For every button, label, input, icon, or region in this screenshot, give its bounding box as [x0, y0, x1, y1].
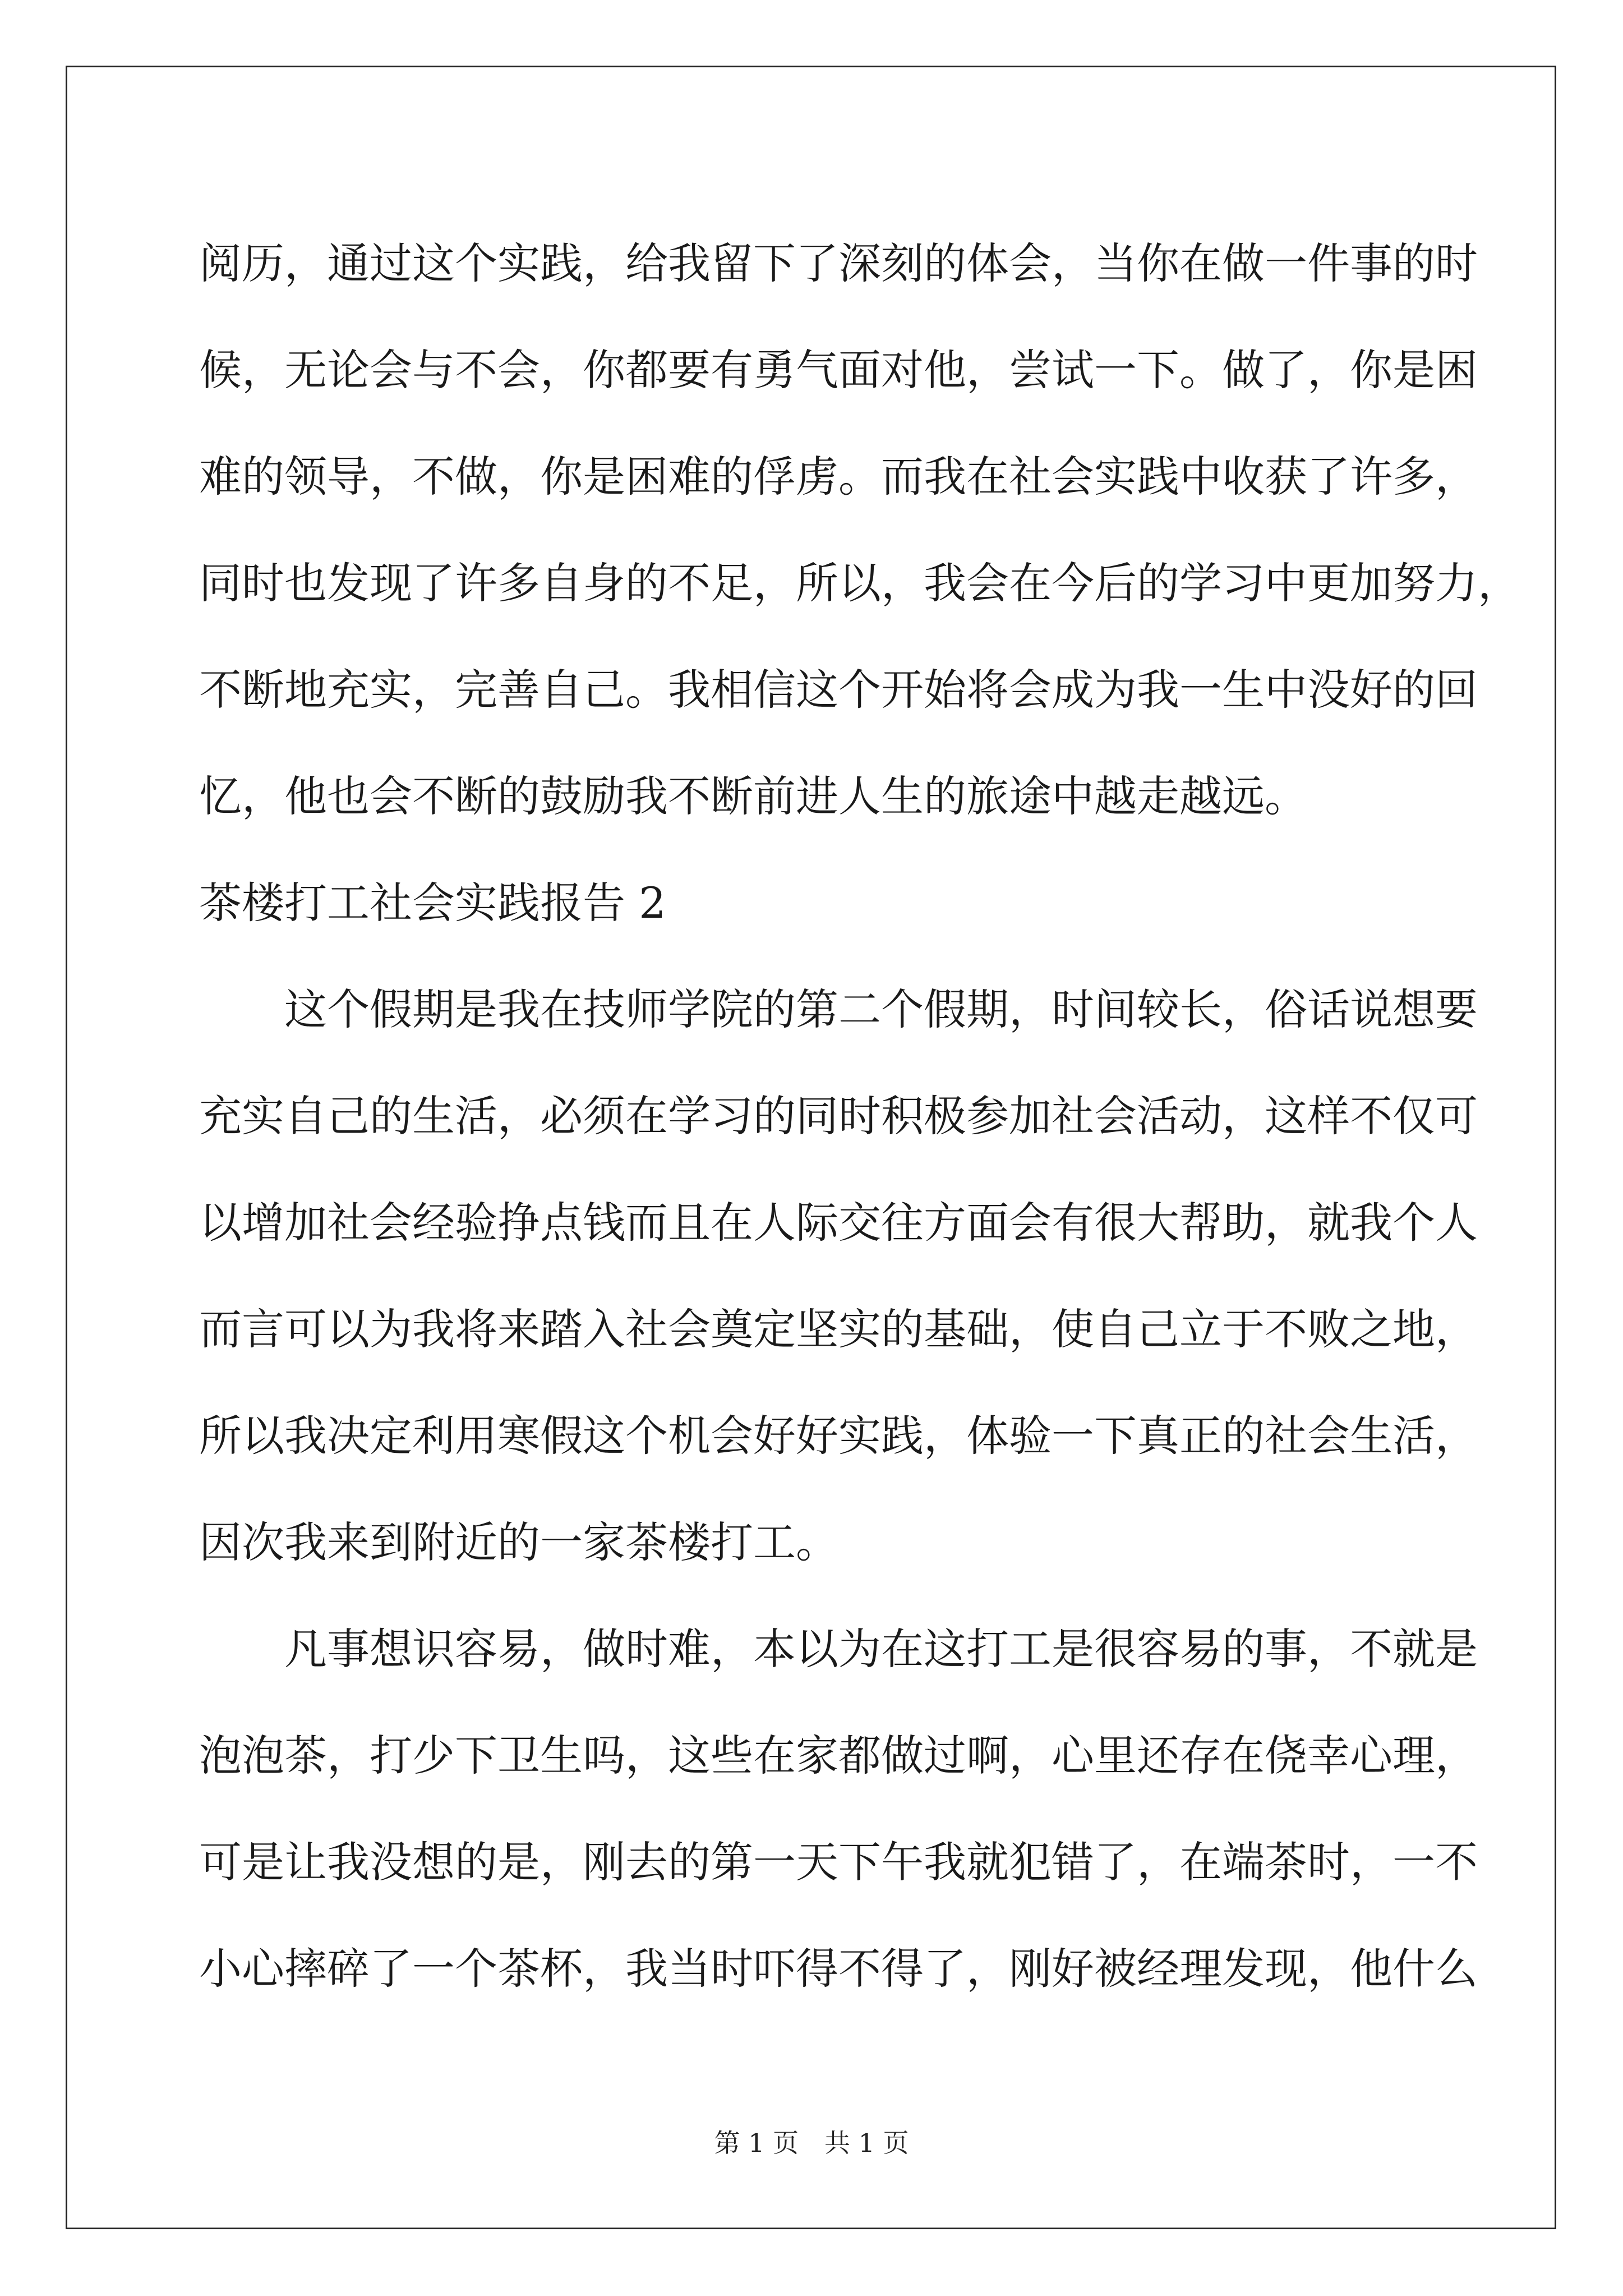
text-line: 可是让我没想的是，刚去的第一天下午我就犯错了，在端茶时，一不 [199, 1837, 1478, 1887]
text-line: 以增加社会经验挣点钱而且在人际交往方面会有很大帮助，就我个人 [199, 1198, 1478, 1248]
text-line: 而言可以为我将来踏入社会奠定坚实的基础，使自己立于不败之地， [199, 1304, 1478, 1354]
text-line: 凡事想识容易，做时难，本以为在这打工是很容易的事，不就是 [199, 1624, 1478, 1674]
text-line: 忆，他也会不断的鼓励我不断前进人生的旅途中越走越远。 [199, 771, 1307, 821]
text-line: 泡泡茶，打少下卫生吗，这些在家都做过啊，心里还存在侥幸心理， [199, 1731, 1478, 1780]
section-title: 茶楼打工社会实践报告 2 [199, 878, 666, 928]
text-line: 阅历，通过这个实践，给我留下了深刻的体会，当你在做一件事的时 [199, 238, 1478, 288]
text-line: 同时也发现了许多自身的不足，所以，我会在今后的学习中更加努力， [199, 558, 1520, 608]
text-line: 因次我来到附近的一家茶楼打工。 [199, 1517, 838, 1567]
text-line: 充实自己的生活，必须在学习的同时积极参加社会活动，这样不仅可 [199, 1091, 1478, 1141]
text-line: 所以我决定利用寒假这个机会好好实践，体验一下真正的社会生活， [199, 1411, 1478, 1461]
text-line: 这个假期是我在技师学院的第二个假期，时间较长，俗话说想要 [199, 984, 1478, 1034]
text-line: 不断地充实，完善自己。我相信这个开始将会成为我一生中没好的回 [199, 665, 1478, 715]
page-footer: 第 1 页 共 1 页 [714, 2128, 909, 2158]
text-line: 候，无论会与不会，你都要有勇气面对他，尝试一下。做了，你是困 [199, 345, 1478, 395]
document-body [199, 210, 1520, 2022]
text-line: 难的领导，不做，你是困难的俘虏。而我在社会实践中收获了许多， [199, 452, 1478, 501]
text-line: 小心摔碎了一个茶杯，我当时吓得不得了，刚好被经理发现，他什么 [199, 1944, 1478, 1994]
